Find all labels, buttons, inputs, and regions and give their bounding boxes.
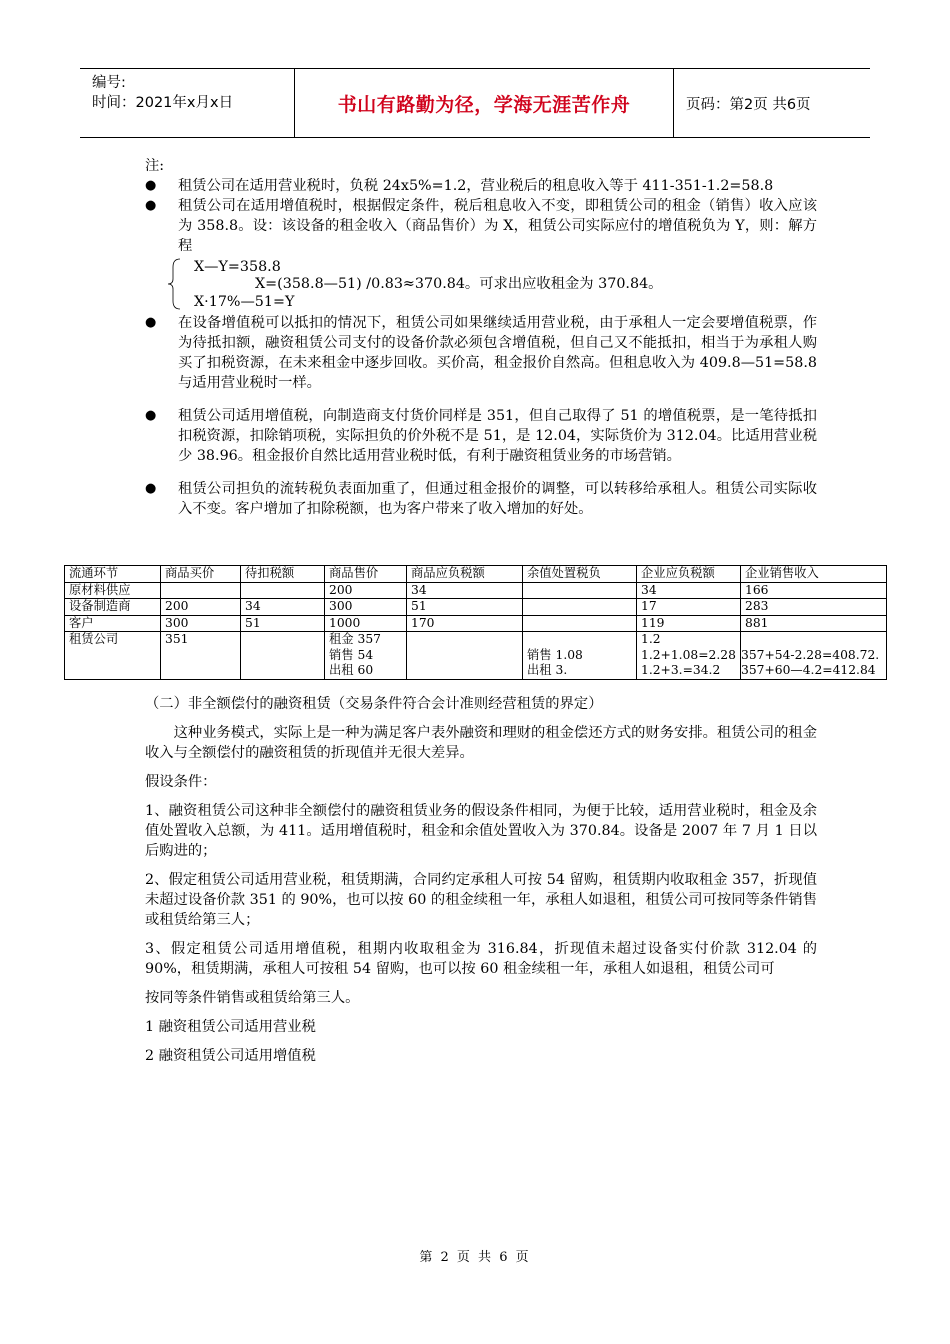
header-page-info: 页码：第2页 共6页 [686, 96, 811, 113]
table-cell [161, 582, 241, 599]
table-cell: 300 [325, 599, 407, 616]
column-header: 商品买价 [161, 566, 241, 583]
notes-title: 注: [145, 158, 165, 174]
cell-line: 出租 3. [527, 663, 568, 677]
column-header: 余值处置税负 [523, 566, 637, 583]
table-cell: 283 [741, 599, 887, 616]
column-header: 流通环节 [65, 566, 161, 583]
column-header: 企业应负税额 [637, 566, 741, 583]
bullet-text: 租赁公司在适用营业税时，负税 24x5%=1.2，营业税后的租息收入等于 411-351-1.2=58.8 [178, 178, 774, 194]
bullet-item [145, 406, 817, 466]
table-cell: 200 [161, 599, 241, 616]
cell-line: 出租 60 [329, 663, 374, 677]
column-header: 商品应负税额 [407, 566, 523, 583]
cell-line: 销售 54 [329, 647, 374, 662]
bullet-item [145, 313, 817, 393]
column-header: 企业销售收入 [741, 566, 887, 583]
table-cell [407, 632, 523, 680]
table-cell: 200 [325, 582, 407, 599]
cell-line: 1.2 [641, 632, 661, 646]
bullet-text: 租赁公司适用增值税，向制造商支付货价同样是 351，但自己取得了 51 的增值税票，是一笔待抵扣扣税资源，扣除销项税，实际担负的价外税不是 51，是 12.04，实际货价为 312.04。比适用营业税少 38.96。租金报价自然比适用营业税时低，有利于融资租赁业务的市场营销。 [178, 408, 817, 464]
table-cell: 300 [161, 615, 241, 632]
table-cell: 34 [407, 582, 523, 599]
table-row [65, 615, 887, 632]
paragraph: 按同等条件销售或租赁给第三人。 [145, 990, 360, 1006]
table-cell [523, 615, 637, 632]
table-row [65, 582, 887, 599]
table-cell: 34 [241, 599, 325, 616]
equation-line-3: X·17%—51=Y [194, 294, 295, 310]
paragraph: 假设条件： [145, 774, 217, 790]
equation-line-1: X—Y=358.8 [194, 259, 281, 275]
header-left [80, 69, 295, 137]
cell-line: 销售 1.08 [527, 647, 583, 662]
paragraph: 1、融资租赁公司这种非全额偿付的融资租赁业务的假设条件相同，为便于比较，适用营业税时，租金及余值处置收入总额，为 411。适用增值税时，租金和余值处置收入为 370.84。设备是 2007 年 7 月 1 日以后购进的； [145, 803, 817, 859]
table-cell: 设备制造商 [65, 599, 161, 616]
paragraph: 这种业务模式，实际上是一种为满足客户表外融资和理财的租金偿还方式的财务安排。租赁公司的租金收入与全额偿付的融资租赁的折现值并无很大差异。 [145, 725, 817, 761]
table-cell [325, 632, 407, 680]
table-row-lessor [65, 632, 887, 680]
list-item: 2 融资租赁公司适用增值税 [145, 1048, 316, 1064]
table-cell: 170 [407, 615, 523, 632]
table-cell: 1000 [325, 615, 407, 632]
table-cell: 51 [241, 615, 325, 632]
table-cell [523, 632, 637, 680]
bullet-item [145, 176, 817, 196]
page-footer: 第 2 页 共 6 页 [419, 1250, 531, 1265]
paragraph: 2、假定租赁公司适用营业税，租赁期满，合同约定承租人可按 54 留购，租赁期内收取租金 357，折现值未超过设备价款 351 的 90%，也可以按 60 的租金续租一年，承租人如退租，租赁公司可按同等条件销售或租赁给第三人； [145, 872, 817, 928]
brace-icon [167, 257, 181, 311]
table-cell: 166 [741, 582, 887, 599]
table-cell: 119 [637, 615, 741, 632]
table-cell: 351 [161, 632, 241, 680]
notes-section [145, 156, 817, 519]
cell-line: 357+54-2.28=408.72. [741, 647, 880, 662]
equation-system [167, 257, 817, 311]
bullet-text: 在设备增值税可以抵扣的情况下，租赁公司如果继续适用营业税，由于承租人一定会要增值税票，作为待抵扣额，融资租赁公司支付的设备价款必须包含增值税，但自己又不能抵扣，相当于为承租人购买了扣税资源，在未来租金中逐步回收。买价高，租金报价自然高。但租息收入为 409.8—51=58.8 与适用营业税时一样。 [178, 315, 817, 391]
time-label: 时间：2021年x月x日 [92, 95, 234, 111]
paragraph: 3、假定租赁公司适用增值税，租期内收取租金为 316.84，折现值未超过设备实付价款 312.04 的 90%，租赁期满，承租人可按租 54 留购，也可以按 60 租金续租一年，承租人如退租，租赁公司可 [145, 941, 817, 977]
section-2 [145, 694, 817, 1075]
cell-line: 1.2+3.=34.2 [641, 663, 721, 677]
table-cell: 租赁公司 [65, 632, 161, 680]
page-header [80, 68, 870, 138]
column-header: 待扣税额 [241, 566, 325, 583]
table-cell [523, 582, 637, 599]
table-cell [637, 632, 741, 680]
column-header: 商品售价 [325, 566, 407, 583]
tax-flow-table [64, 565, 887, 680]
cell-line: 357+60—4.2=412.84 [741, 663, 876, 677]
table-cell: 客户 [65, 615, 161, 632]
bullet-icon: ● [145, 408, 157, 423]
cell-line: 1.2+1.08=2.28 [641, 647, 736, 662]
table-cell [241, 582, 325, 599]
cell-line: 租金 357 [329, 632, 381, 646]
bullet-icon: ● [145, 315, 157, 330]
bullet-icon: ● [145, 481, 157, 496]
number-label: 编号: [92, 75, 126, 91]
table-cell: 原材料供应 [65, 582, 161, 599]
table-cell [523, 599, 637, 616]
equation-line-2: X=(358.8—51) /0.83≈370.84。可求出应收租金为 370.84。 [255, 276, 663, 292]
table-cell: 17 [637, 599, 741, 616]
list-item: 1 融资租赁公司适用营业税 [145, 1019, 316, 1035]
bullet-text: 租赁公司担负的流转税负表面加重了，但通过租金报价的调整，可以转移给承租人。租赁公司实际收入不变。客户增加了扣除税额，也为客户带来了收入增加的好处。 [178, 481, 817, 517]
bullet-icon: ● [145, 198, 157, 213]
table-cell [241, 632, 325, 680]
bullet-icon: ● [145, 178, 157, 193]
table-cell: 34 [637, 582, 741, 599]
table-cell [741, 632, 887, 680]
header-motto: 书山有路勤为径，学海无涯苦作舟 [295, 69, 674, 137]
section-title: （二）非全额偿付的融资租赁（交易条件符合会计准则经营租赁的界定） [145, 696, 603, 712]
table-cell: 51 [407, 599, 523, 616]
table-cell: 881 [741, 615, 887, 632]
bullet-item [145, 196, 817, 256]
bullet-text: 租赁公司在适用增值税时，根据假定条件，税后租息收入不变，即租赁公司的租金（销售）收入应该为 358.8。设：该设备的租金收入（商品售价）为 X，租赁公司实际应付的增值税负为 Y，则：解方程 [178, 198, 817, 254]
bullet-item [145, 479, 817, 519]
table-header-row [65, 566, 887, 583]
table-row [65, 599, 887, 616]
